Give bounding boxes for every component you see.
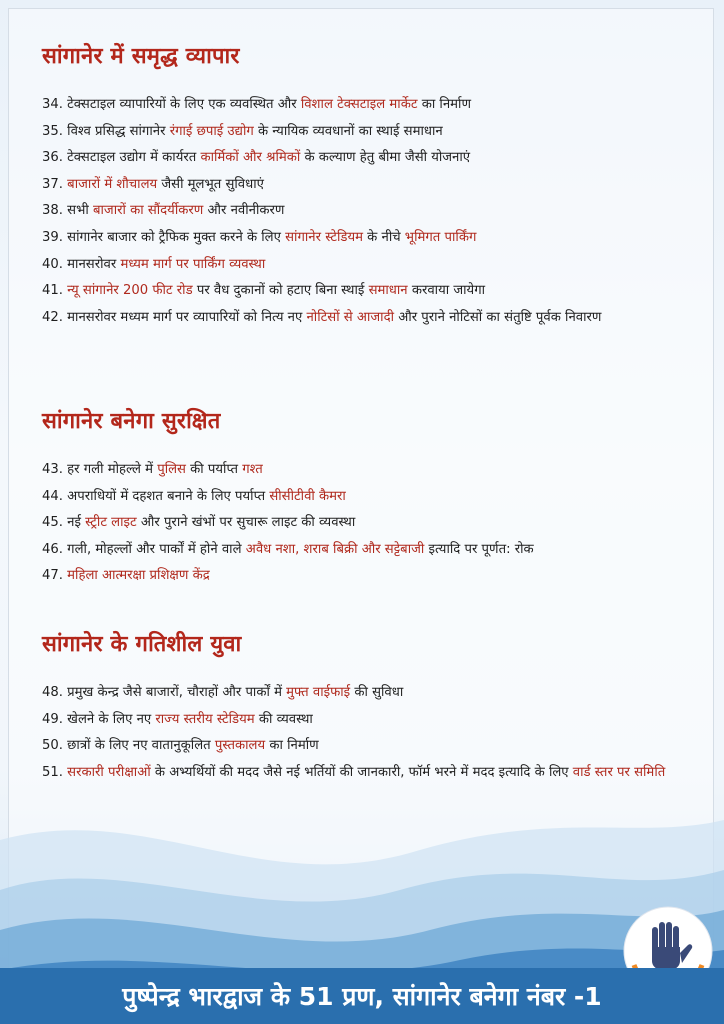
section-youth	[42, 628, 702, 790]
highlight-text: कार्मिकों और श्रमिकों	[200, 150, 301, 166]
list-item	[42, 149, 702, 166]
highlight-text: पुलिस	[157, 462, 186, 477]
item-text: के न्यायिक व्यवधानों का स्थाई समाधान	[253, 123, 443, 139]
highlight-text: सीसीटीवी कैमरा	[269, 488, 346, 504]
item-text: 41.	[42, 283, 68, 299]
item-text: के नीचे	[362, 229, 405, 245]
item-text: की पर्याप्त	[185, 462, 243, 477]
item-text: 36. टेक्सटाइल उद्योग में कार्यरत	[42, 150, 201, 166]
item-text: 40. मानसरोवर	[42, 256, 121, 272]
item-text: और पुराने नोटिसों का संतुष्टि पूर्वक निवारण	[394, 309, 602, 325]
list-item	[42, 488, 702, 505]
list-item	[42, 684, 702, 701]
item-text: 47.	[42, 568, 68, 584]
list-item	[42, 764, 702, 781]
highlight-text: वार्ड स्तर पर समिति	[572, 764, 666, 780]
section-title: सांगानेर बनेगा सुरक्षित	[42, 409, 221, 434]
item-text: के कल्याण हेतु बीमा जैसी योजनाएं	[300, 150, 471, 166]
item-list	[42, 684, 702, 781]
highlight-text: महिला आत्मरक्षा प्रशिक्षण केंद्र	[67, 568, 210, 584]
highlight-text: पुस्तकालय	[214, 738, 266, 754]
item-text: इत्यादि पर पूर्णत: रोक	[424, 541, 534, 557]
footer-slogan: पुष्पेन्द्र भारद्वाज के 51 प्रण, सांगानेर बनेगा नंबर -1	[122, 982, 602, 1011]
item-text: 34. टेक्सटाइल व्यापारियों के लिए एक व्यवस्थित और	[42, 97, 301, 112]
item-text: की व्यवस्था	[254, 711, 313, 727]
list-item	[42, 567, 702, 584]
list-item	[42, 229, 702, 246]
item-text: 49. खेलने के लिए नए	[42, 711, 156, 727]
item-text: करवाया जायेगा	[407, 283, 486, 299]
item-text: 48. प्रमुख केन्द्र जैसे बाजारों, चौराहों और पार्कों में	[42, 685, 287, 700]
item-text: 43. हर गली मोहल्ले में	[42, 462, 158, 477]
section-trade	[42, 40, 702, 335]
list-item	[42, 202, 702, 219]
list-item	[42, 514, 702, 531]
highlight-text: सांगानेर स्टेडियम	[285, 229, 363, 245]
highlight-text: मुफ्त वाईफाई	[286, 685, 351, 700]
highlight-text: गश्त	[242, 462, 263, 477]
item-text: 42. मानसरोवर मध्यम मार्ग पर व्यापारियों को नित्य नए	[42, 309, 307, 325]
highlight-text: बाजारों का सौंदर्यीकरण	[92, 203, 204, 219]
section-title: सांगानेर के गतिशील युवा	[42, 632, 242, 657]
list-item	[42, 461, 702, 478]
list-item	[42, 123, 702, 140]
highlight-text: बाजारों में शौचालय	[67, 176, 158, 192]
item-text: का निर्माण	[265, 738, 319, 754]
list-item	[42, 96, 702, 113]
list-item	[42, 176, 702, 193]
item-text: 37.	[42, 176, 68, 192]
list-item	[42, 309, 702, 326]
list-item	[42, 737, 702, 754]
item-text: और नवीनीकरण	[203, 203, 285, 219]
highlight-text: रंगाई छपाई उद्योग	[169, 123, 254, 139]
item-text: 39. सांगानेर बाजार को ट्रैफिक मुक्त करने के लिए	[42, 229, 286, 245]
highlight-text: न्यू सांगानेर 200 फीट रोड	[67, 283, 193, 299]
item-text: 44. अपराधियों में दहशत बनाने के लिए पर्याप्त	[42, 488, 270, 504]
list-item	[42, 541, 702, 558]
list-item	[42, 256, 702, 273]
highlight-text: स्ट्रीट लाइट	[85, 515, 137, 531]
item-list	[42, 96, 702, 326]
item-text: की सुविधा	[350, 685, 404, 700]
highlight-text: अवैध नशा, शराब बिक्री और सट्टेबाजी	[245, 541, 425, 557]
section-safety	[42, 405, 702, 594]
highlight-text: नोटिसों से आजादी	[306, 309, 395, 325]
highlight-text: राज्य स्तरीय स्टेडियम	[155, 711, 255, 727]
highlight-text: विशाल टेक्सटाइल मार्केट	[300, 97, 418, 112]
item-list	[42, 461, 702, 584]
section-title: सांगानेर में समृद्ध व्यापार	[42, 44, 240, 69]
highlight-text: भूमिगत पार्किंग	[404, 229, 477, 245]
item-text: 38. सभी	[42, 203, 93, 219]
item-text: का निर्माण	[417, 97, 471, 112]
item-text: 51.	[42, 764, 68, 780]
item-text: के अभ्यर्थियों की मदद जैसे नई भर्तियों की जानकारी, फॉर्म भरने में मदद इत्यादि के लिए	[150, 764, 573, 780]
highlight-text: सरकारी परीक्षाओं	[67, 764, 151, 780]
list-item	[42, 282, 702, 299]
list-item	[42, 711, 702, 728]
highlight-text: समाधान	[368, 283, 408, 299]
item-text: और पुराने खंभों पर सुचारू लाइट की व्यवस्था	[136, 515, 356, 531]
item-text: 46. गली, मोहल्लों और पार्कों में होने वाले	[42, 541, 246, 557]
item-text: 50. छात्रों के लिए नए वातानुकूलित	[42, 738, 215, 754]
item-text: 35. विश्व प्रसिद्ध सांगानेर	[42, 123, 170, 139]
item-text: 45. नई	[42, 515, 86, 531]
item-text: पर वैध दुकानों को हटाए बिना स्थाई	[192, 283, 369, 299]
wave-decoration	[0, 780, 724, 1000]
item-text: जैसी मूलभूत सुविधाएं	[157, 176, 264, 192]
highlight-text: मध्यम मार्ग पर पार्किंग व्यवस्था	[120, 256, 266, 272]
